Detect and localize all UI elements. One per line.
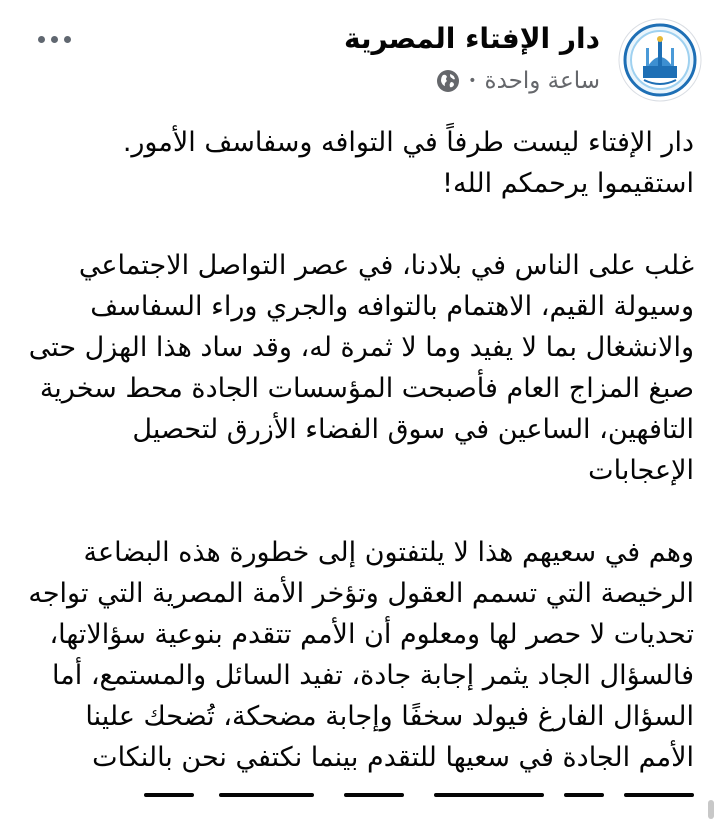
post-line: الرخيصة التي تسمم العقول وتؤخر الأمة المصرية التي تواجه — [28, 578, 694, 609]
post-line: استقيموا يرحمكم الله! — [442, 168, 694, 199]
post-line: الإعجابات — [588, 455, 694, 486]
post-line: فالسؤال الجاد يثمر إجابة جادة، تفيد السائل والمستمع، أما — [52, 660, 694, 691]
more-options-icon — [64, 36, 71, 43]
post-meta — [436, 68, 600, 94]
post-line: غلب على الناس في بلادنا، في عصر التواصل الاجتماعي — [78, 250, 694, 281]
post-line: الأمم الجادة في سعيها للتقدم بينما نكتفي نحن بالنكات — [92, 742, 694, 773]
page-name[interactable]: دار الإفتاء المصرية — [343, 22, 600, 55]
scrollbar-thumb[interactable] — [708, 800, 714, 819]
meta-separator: • — [468, 73, 477, 89]
post-line: التافهين، الساعين في سوق الفضاء الأزرق لتحصيل — [132, 414, 694, 445]
dar-al-iftaa-logo-icon — [618, 18, 702, 102]
post-body — [20, 122, 694, 778]
post-line: تحديات لا حصر لها ومعلوم أن الأمم تتقدم بنوعية سؤالاتها، — [49, 619, 694, 650]
post-line: والانشغال بما لا يفيد وما لا ثمرة له، وقد ساد هذا الهزل حتى — [28, 332, 694, 363]
post-line: دار الإفتاء ليست طرفاً في التوافه وسفاسف الأمور. — [122, 127, 694, 158]
post-line: السؤال الفارغ فيولد سخفًا وإجابة مضحكة، تُضحك علينا — [85, 701, 694, 732]
post-timestamp[interactable]: ساعة واحدة — [484, 68, 600, 94]
cut-off-text-fragment — [20, 789, 694, 803]
globe-icon[interactable] — [436, 69, 460, 93]
page-avatar[interactable] — [618, 18, 702, 102]
post-line: صبغ المزاج العام فأصبحت المؤسسات الجادة محط سخرية — [39, 373, 694, 404]
post-header — [18, 14, 702, 104]
post-line: وسيولة القيم، الاهتمام بالتوافه والجري وراء السفاسف — [90, 291, 694, 322]
more-options-button[interactable] — [32, 24, 76, 54]
post-line: وهم في سعيهم هذا لا يلتفتون إلى خطورة هذه البضاعة — [83, 537, 694, 568]
